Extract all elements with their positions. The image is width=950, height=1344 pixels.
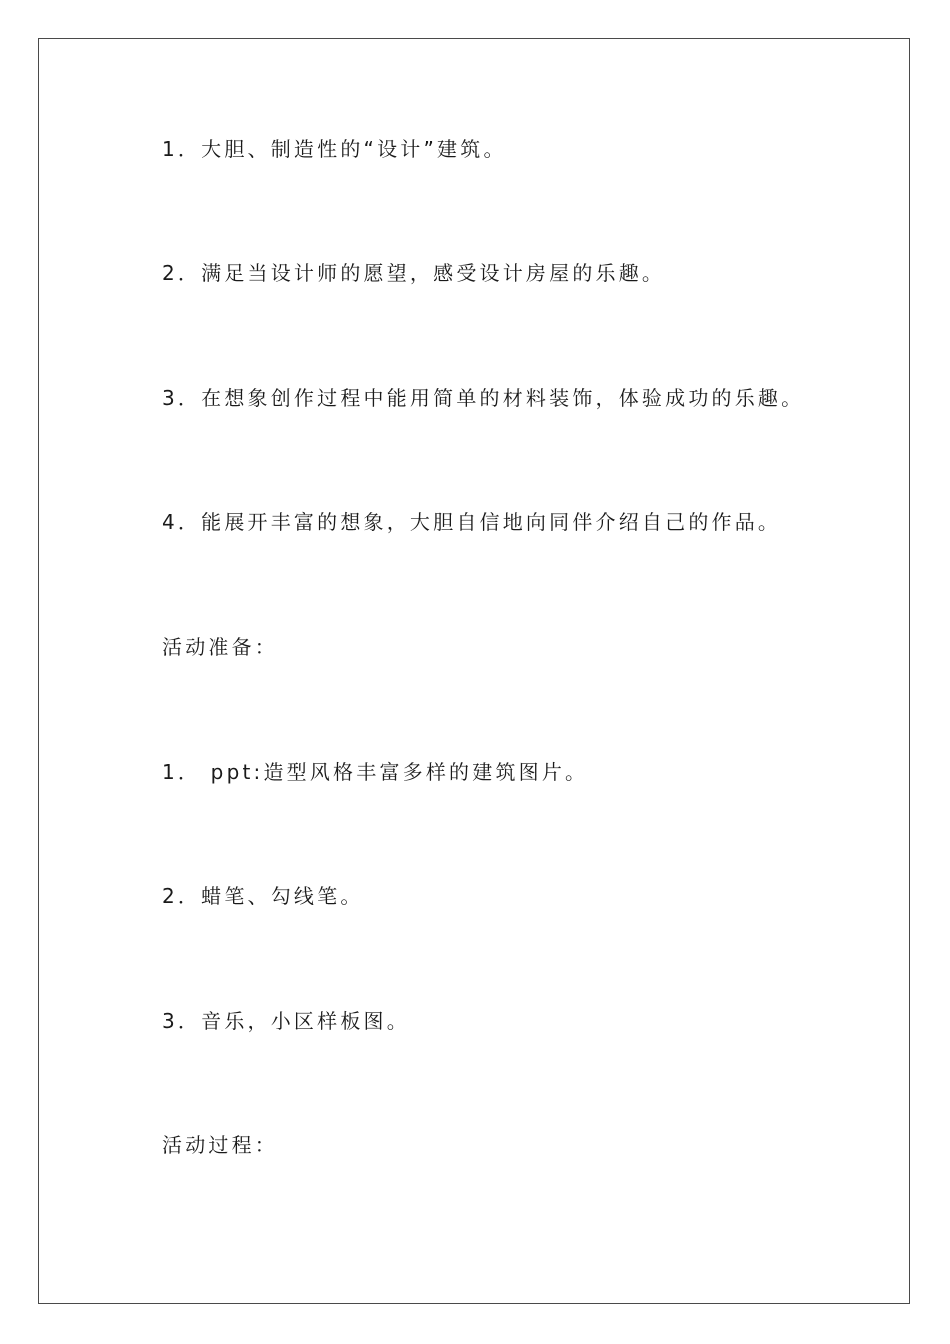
preparation-item-3: 3．音乐，小区样板图。	[162, 1009, 410, 1033]
preparation-item-1: 1． ppt:造型风格丰富多样的建筑图片。	[162, 760, 589, 784]
goal-item-2: 2．满足当设计师的愿望，感受设计房屋的乐趣。	[162, 261, 666, 285]
goal-item-4: 4．能展开丰富的想象，大胆自信地向同伴介绍自己的作品。	[162, 510, 782, 534]
goal-item-3: 3．在想象创作过程中能用简单的材料装饰，体验成功的乐趣。	[162, 386, 805, 410]
section-heading-preparation: 活动准备：	[162, 635, 278, 659]
page-border	[38, 38, 910, 1304]
preparation-item-2: 2．蜡笔、勾线笔。	[162, 884, 364, 908]
goal-item-1: 1．大胆、制造性的“设计”建筑。	[162, 137, 507, 161]
section-heading-process: 活动过程：	[162, 1133, 278, 1157]
